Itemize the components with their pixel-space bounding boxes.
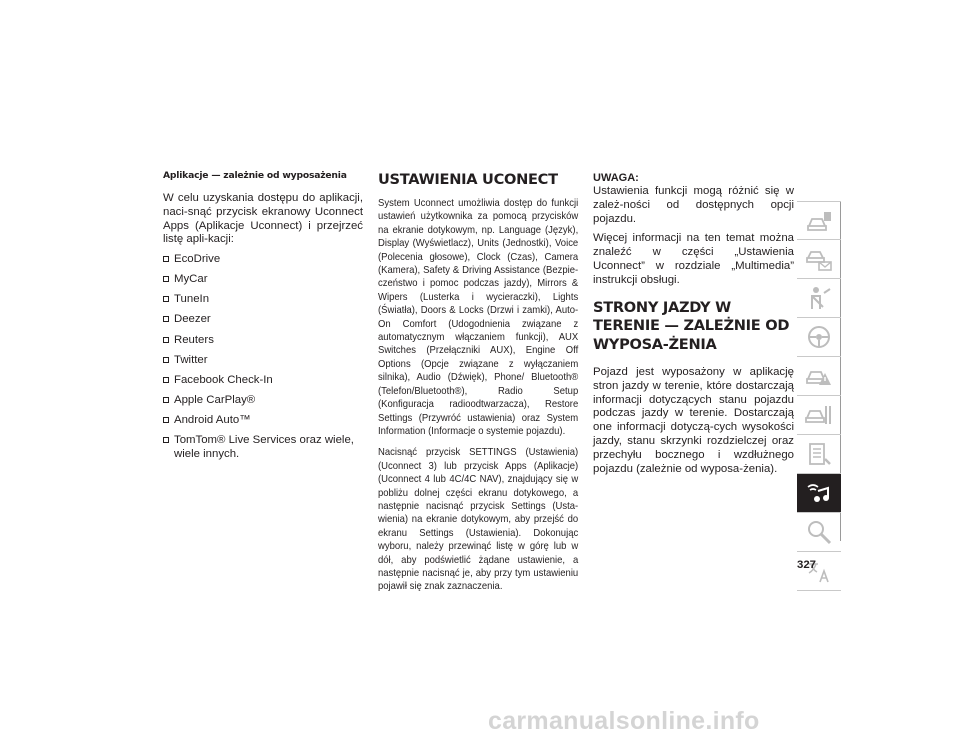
checkbox-square-icon: [163, 337, 169, 343]
car-warning-icon: [804, 361, 834, 391]
offroad-body: Pojazd jest wyposażony w aplikację stron jazdy w terenie, które dostarczają informacji dotyczących stanu pojazdu podczas jazdy w terenie. Dostarczają one informacji dotyczą-cych wysokości jazdy, stanu skrzynki rozdzielczej oraz przechyłu bocznego i wzdłużnego pojazdu (zależnie od wyposa-żenia).: [593, 366, 794, 475]
checkbox-square-icon: [163, 276, 169, 282]
car-service-icon: [804, 400, 834, 430]
maintenance-checklist-icon: [804, 439, 834, 469]
checkbox-square-icon: [163, 316, 169, 322]
tab-car-mail[interactable]: [797, 240, 841, 279]
car-mail-icon: [804, 244, 834, 274]
checkbox-square-icon: [163, 256, 169, 262]
steering-wheel-icon: [804, 322, 834, 352]
apps-intro: W celu uzyskania dostępu do aplikacji, naci-snąć przycisk ekranowy Uconnect Apps (Aplikacje Uconnect) i przejrzeć listę apli-kacji:: [163, 192, 363, 246]
tab-maintenance[interactable]: [797, 435, 841, 474]
chapter-tabs: [797, 201, 841, 591]
tab-safety[interactable]: [797, 279, 841, 318]
tab-car-info[interactable]: [797, 201, 841, 240]
list-item: Facebook Check-In: [163, 374, 363, 388]
tab-driving[interactable]: [797, 318, 841, 357]
multimedia-icon: [804, 478, 834, 508]
tab-languages[interactable]: [797, 552, 841, 591]
checkbox-square-icon: [163, 437, 169, 443]
magnifier-icon: [804, 517, 834, 547]
more-info-text: Więcej informacji na ten temat można znaleźć w części „Ustawienia Uconnect” w rozdziale „Multimedia” instrukcji obsługi.: [593, 232, 794, 286]
list-item: TomTom® Live Services oraz wiele, wiele innych.: [163, 434, 363, 462]
tab-servicing[interactable]: [797, 396, 841, 435]
list-item: Twitter: [163, 354, 363, 368]
seatbelt-person-icon: [804, 283, 834, 313]
tab-multimedia[interactable]: [797, 474, 841, 513]
apps-subheading: Aplikacje — zależnie od wyposażenia: [163, 170, 347, 181]
checkbox-square-icon: [163, 296, 169, 302]
car-info-icon: [804, 206, 834, 236]
note-text: Ustawienia funkcji mogą różnić się w zależ-ności od dostępnych opcji pojazdu.: [593, 185, 794, 225]
apps-list: [163, 253, 363, 461]
column-apps: [163, 170, 363, 468]
tab-index[interactable]: [797, 513, 841, 552]
column-uconnect-settings: [378, 170, 578, 602]
checkbox-square-icon: [163, 397, 169, 403]
checkbox-square-icon: [163, 377, 169, 383]
note-label: UWAGA:: [593, 172, 639, 184]
tab-emergency[interactable]: [797, 357, 841, 396]
list-item: Reuters: [163, 334, 363, 348]
offroad-heading: STRONY JAZDY W TERENIE — ZALEŻNIE OD WYPOSA-ŻENIA: [593, 298, 790, 353]
list-item: Apple CarPlay®: [163, 394, 363, 408]
list-item: Deezer: [163, 313, 363, 327]
list-item: MyCar: [163, 273, 363, 287]
list-item: EcoDrive: [163, 253, 363, 267]
list-item: TuneIn: [163, 293, 363, 307]
checkbox-square-icon: [163, 417, 169, 423]
list-item: Android Auto™: [163, 414, 363, 428]
watermark: carmanualsonline.info: [488, 707, 760, 735]
page-number: 327: [797, 559, 817, 571]
settings-heading: USTAWIENIA UCONECT: [378, 171, 558, 188]
checkbox-square-icon: [163, 357, 169, 363]
settings-paragraph-2: Nacisnąć przycisk SETTINGS (Ustawienia) (Uconnect 3) lub przycisk Apps (Aplikacje) (Uconnect 4 lub 4C/4C NAV), znajdujący się w pobliżu dolnej części ekranu dotykowego, a następnie nacisnąć przycisk Settings (Usta-wienia) na ekranie dotykowym, aby przejść do ekranu Settings (Ustawienia). Dokonując wyboru, należy przewinąć listę w górę lub w dół, aby podświetlić żądane ustawienie, a następnie nacisnąć je, aby przy tym ustawieniu pojawił się znak zaznaczenia.: [378, 447, 579, 593]
settings-paragraph-1: System Uconnect umożliwia dostęp do funkcji ustawień użytkownika za pomocą przycisków na ekranie dotykowym, np. Language (Język), Display (Wyświetlacz), Units (Jednostki), Voice (Polecenia głosowe), Clock (Czas), Camera (Kamera), Safety & Driving Assistance (Bezpie-czeństwo i pomoc podczas jazdy), Mirrors & Wipers (Lusterka i wycieraczki), Lights (Światła), Doors & Locks (Drzwi i zamki), Auto-On Comfort (Udogodnienia związane z automatycznym włączaniem funkcji), AUX Switches (Przełączniki AUX), Engine Off Options (Opcje związane z wyłączaniem silnika), Audio (Dźwięk), Phone/ Bluetooth® (Telefon/Bluetooth®), Radio Setup (Konfiguracja radioodtwarzacza), Restore Settings (Przywróć ustawienia) oraz System Information (Informacje o systemie pojazdu).: [378, 198, 579, 437]
column-offroad: [593, 172, 794, 482]
